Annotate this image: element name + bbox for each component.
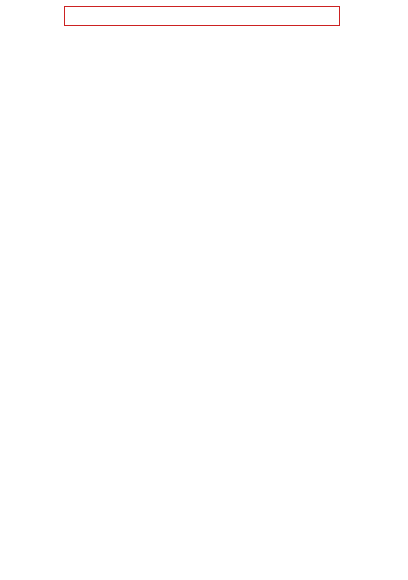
paragraph	[40, 98, 368, 107]
paragraph	[40, 65, 368, 74]
document-title	[40, 32, 368, 41]
paragraph	[40, 76, 368, 85]
paragraph	[40, 131, 368, 140]
paragraph	[40, 164, 368, 173]
section-heading	[40, 54, 368, 63]
paragraph	[40, 87, 368, 96]
paragraph	[40, 109, 368, 118]
header-banner	[64, 6, 340, 26]
footer-contact	[0, 560, 408, 574]
paragraph	[40, 43, 368, 52]
paragraph	[40, 153, 368, 162]
document-body	[40, 32, 368, 554]
paragraph	[40, 175, 368, 184]
section-heading	[40, 142, 368, 151]
paragraph	[40, 120, 368, 129]
